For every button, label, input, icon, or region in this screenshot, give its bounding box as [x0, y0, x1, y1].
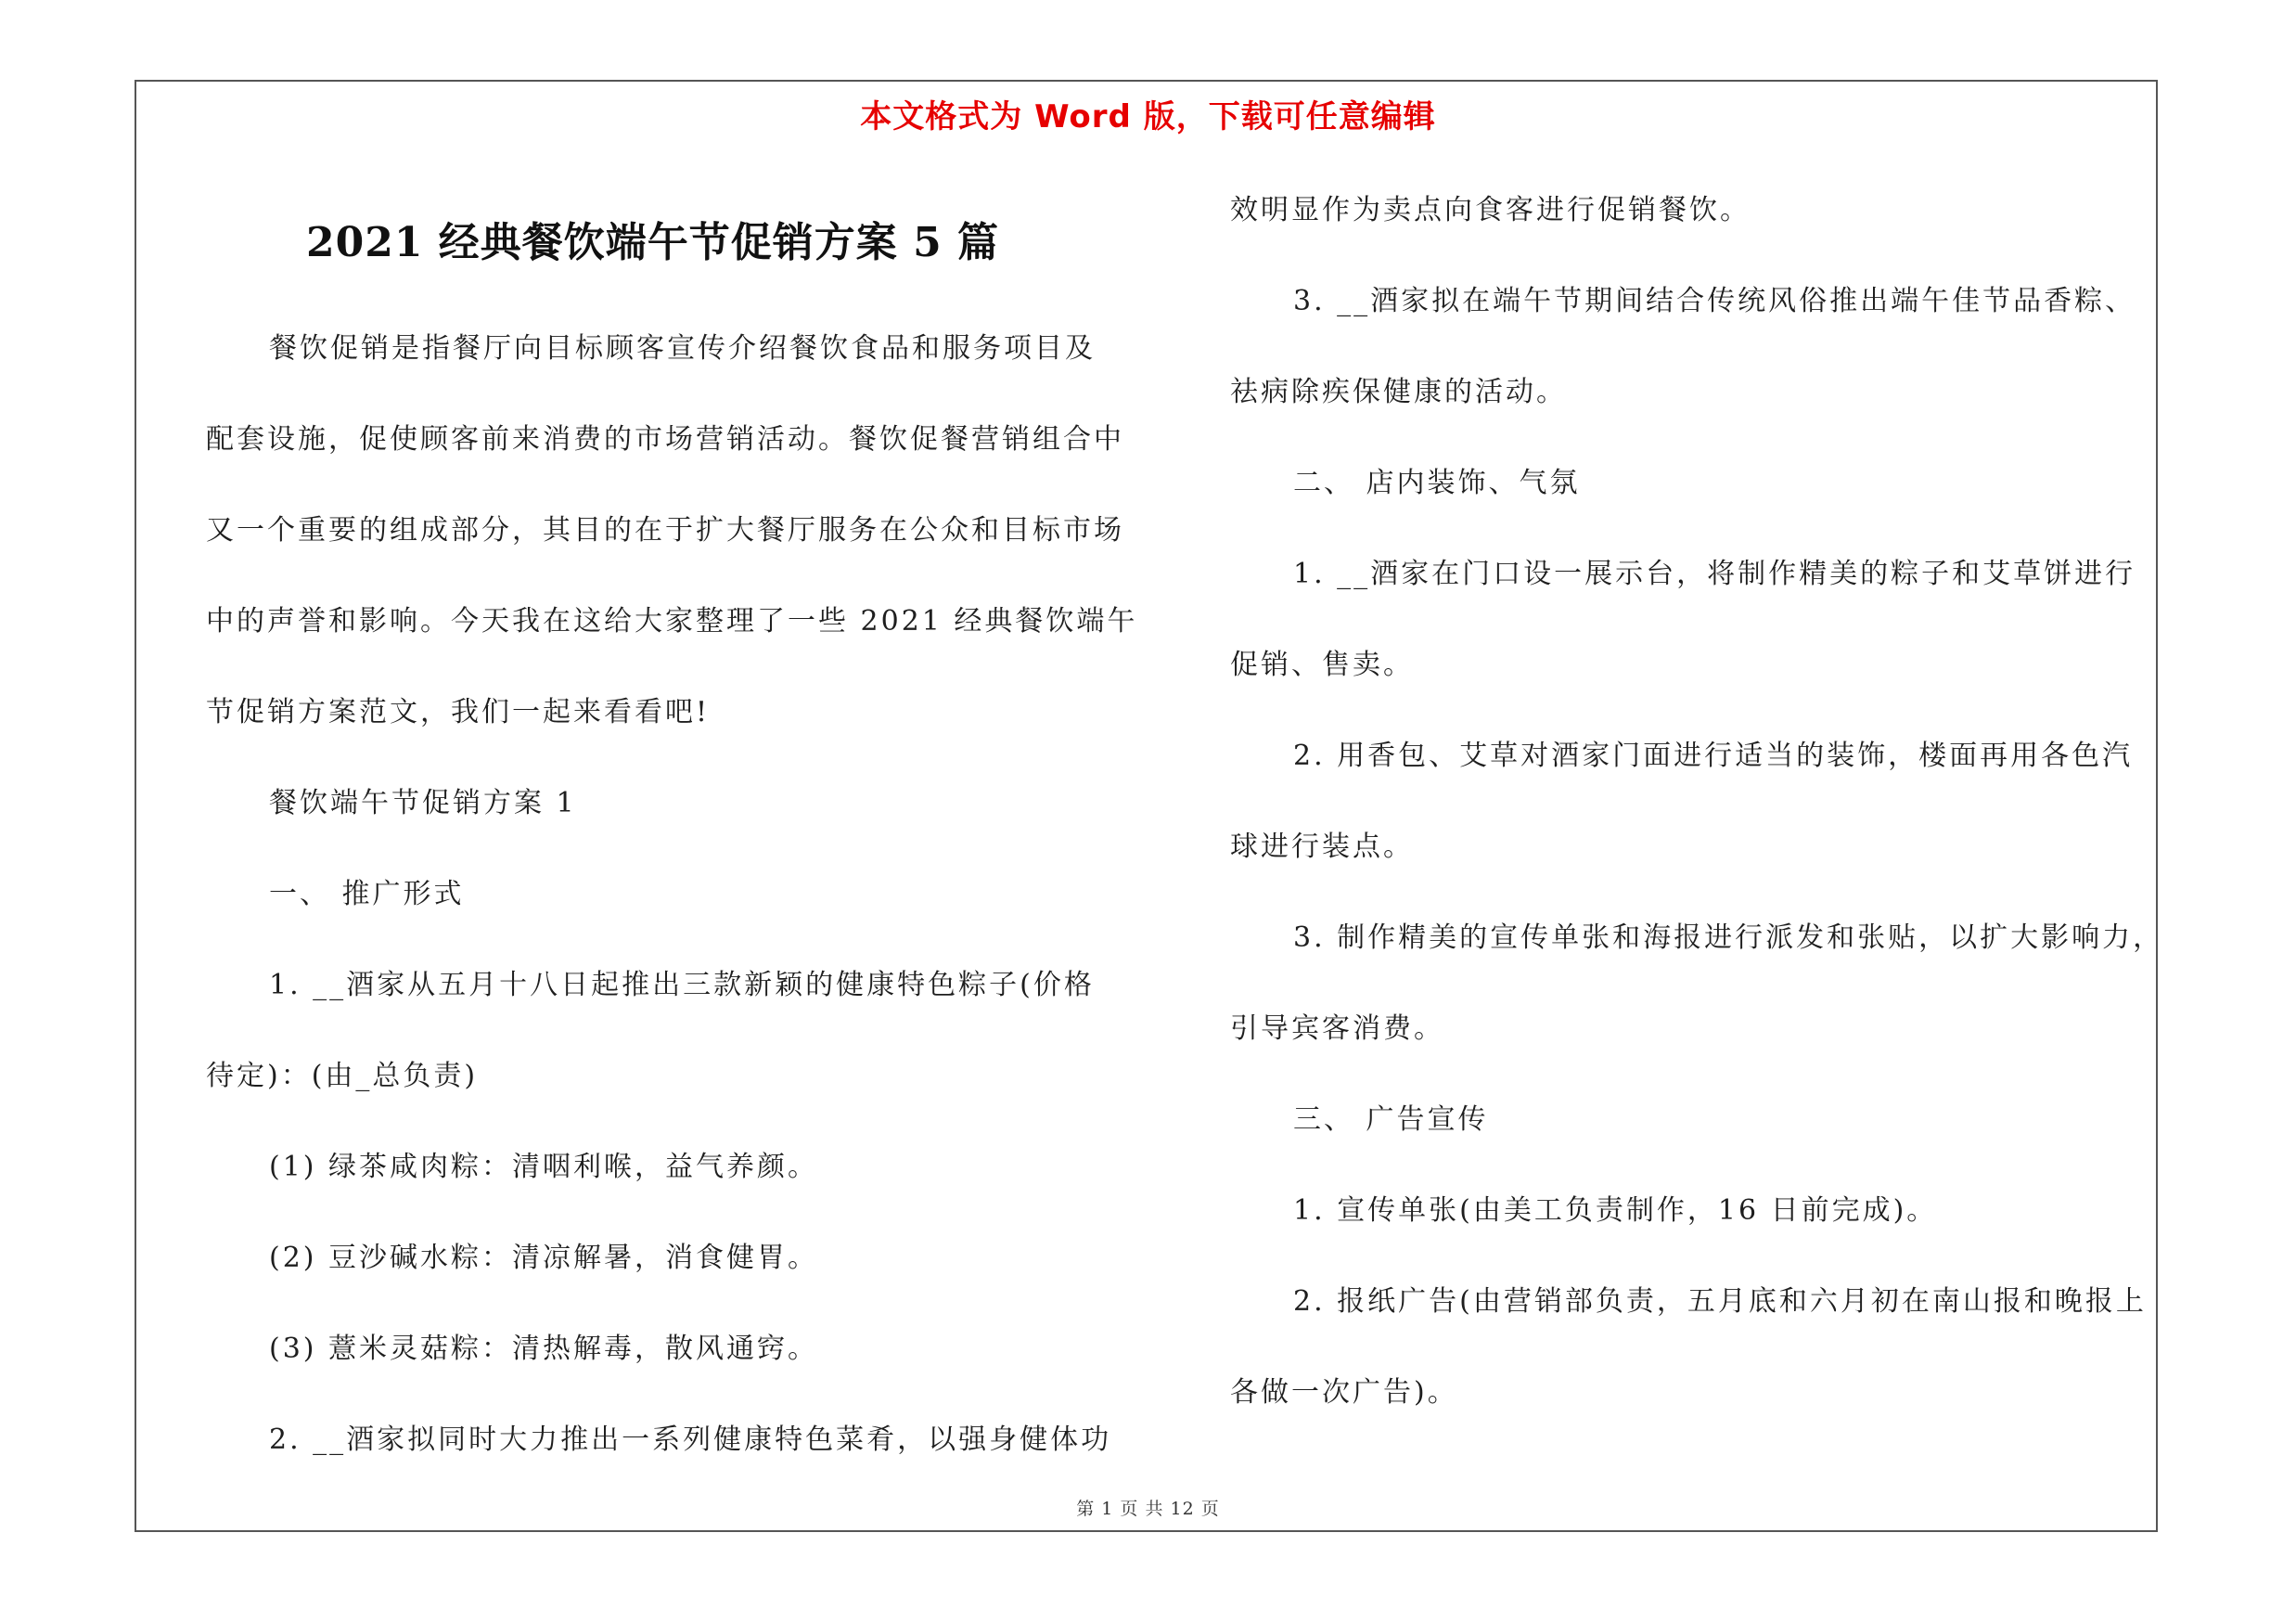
word-format-notice: 本文格式为 Word 版，下载可任意编辑 [860, 98, 1436, 135]
right-para-line: 3. 制作精美的宣传单张和海报进行派发和张贴，以扩大影响力， [1293, 921, 2164, 954]
left-para-line: 2. __酒家拟同时大力推出一系列健康特色菜肴，以强身健体功 [269, 1423, 1112, 1456]
left-para-line: 中的声誉和影响。今天我在这给大家整理了一些 2021 经典餐饮端午 [206, 605, 1138, 638]
right-para-line: 效明显作为卖点向食客进行促销餐饮。 [1230, 194, 1751, 226]
section-heading: 二、 店内装饰、气氛 [1293, 467, 1581, 499]
document-title: 2021 经典餐饮端午节促销方案 5 篇 [306, 219, 1000, 266]
right-para-line: 各做一次广告)。 [1230, 1376, 1458, 1409]
section-heading: 餐饮端午节促销方案 1 [269, 787, 577, 819]
left-para-line: 节促销方案范文，我们一起来看看吧! [206, 696, 711, 728]
right-para-line: 1. __酒家在门口设一展示台，将制作精美的粽子和艾草饼进行 [1293, 558, 2136, 590]
right-para-line: 引导宾客消费。 [1230, 1012, 1444, 1045]
left-para-line: 待定)：(由_总负责) [206, 1060, 479, 1092]
section-heading: 三、 广告宣传 [1293, 1103, 1489, 1136]
right-para-line: 祛病除疾保健康的活动。 [1230, 376, 1567, 408]
left-para-line: 1. __酒家从五月十八日起推出三款新颖的健康特色粽子(价格 [269, 969, 1095, 1001]
left-para-line: 又一个重要的组成部分，其目的在于扩大餐厅服务在公众和目标市场 [206, 514, 1124, 547]
right-para-line: 球进行装点。 [1230, 831, 1414, 863]
section-heading: 一、 推广形式 [269, 878, 465, 910]
list-item: (1) 绿茶咸肉粽：清咽利喉，益气养颜。 [269, 1151, 819, 1183]
left-para-line: 配套设施，促使顾客前来消费的市场营销活动。餐饮促餐营销组合中 [206, 423, 1124, 456]
right-para-line: 2. 报纸广告(由营销部负责，五月底和六月初在南山报和晚报上 [1293, 1285, 2147, 1318]
left-para-line: 餐饮促销是指餐厅向目标顾客宣传介绍餐饮食品和服务项目及 [269, 332, 1096, 365]
right-para-line: 促销、售卖。 [1230, 649, 1414, 681]
list-item: (2) 豆沙碱水粽：清凉解暑，消食健胃。 [269, 1242, 819, 1274]
right-para-line: 3. __酒家拟在端午节期间结合传统风俗推出端午佳节品香粽、 [1293, 285, 2136, 317]
right-para-line: 1. 宣传单张(由美工负责制作，16 日前完成)。 [1293, 1194, 1938, 1227]
list-item: (3) 薏米灵菇粽：清热解毒，散风通窍。 [269, 1333, 819, 1365]
right-para-line: 2. 用香包、艾草对酒家门面进行适当的装饰，楼面再用各色汽 [1293, 740, 2134, 772]
page-number: 第 1 页 共 12 页 [1076, 1499, 1220, 1519]
